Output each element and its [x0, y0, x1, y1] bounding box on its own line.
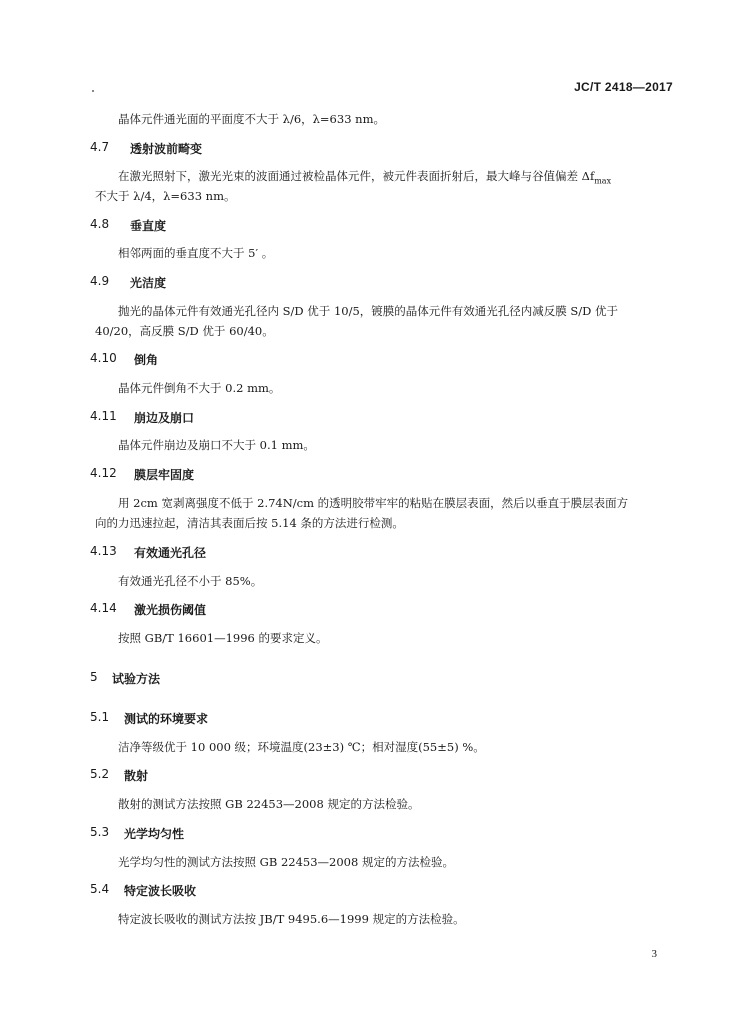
subscript-max: max — [594, 176, 612, 186]
section-number: 5.1 — [90, 710, 110, 724]
paragraph-4-6: 晶体元件通光面的平面度不大于 λ/6，λ=633 nm。 — [118, 112, 385, 126]
section-title: 膜层牢固度 — [134, 468, 195, 482]
section-title: 垂直度 — [130, 219, 167, 233]
paragraph-4-11: 晶体元件崩边及崩口不大于 0.1 mm。 — [118, 438, 315, 452]
paragraph-4-7-line1: 在激光照射下，激光光束的波面通过被检晶体元件，被元件表面折射后，最大峰与谷值偏差 $\Delta f_{max}$ — [118, 169, 612, 186]
scan-mark — [92, 90, 94, 92]
paragraph-5-4: 特定波长吸收的测试方法按 JB/T 9495.6—1999 规定的方法检验。 — [118, 912, 465, 926]
section-number: 4.11 — [90, 409, 117, 423]
standard-code: JC/T 2418—2017 — [574, 80, 673, 94]
paragraph-4-12-line2: 向的力迅速拉起，清洁其表面后按 5.14 条的方法进行检测。 — [95, 516, 404, 530]
paragraph-4-14: 按照 GB/T 16601—1996 的要求定义。 — [118, 631, 328, 645]
section-title: 透射波前畸变 — [130, 142, 203, 156]
section-number: 4.14 — [90, 601, 117, 615]
section-title: 测试的环境要求 — [124, 712, 209, 726]
paragraph-4-10: 晶体元件倒角不大于 0.2 mm。 — [118, 381, 281, 395]
section-title: 散射 — [124, 769, 149, 783]
section-title: 光学均匀性 — [124, 827, 185, 841]
section-title: 倒角 — [134, 353, 159, 367]
paragraph-5-2: 散射的测试方法按照 GB 22453—2008 规定的方法检验。 — [118, 797, 420, 811]
section-title: 崩边及崩口 — [134, 411, 195, 425]
section-title: 试验方法 — [112, 672, 161, 686]
section-number: 4.12 — [90, 466, 117, 480]
section-number: 4.10 — [90, 351, 117, 365]
section-number: 4.7 — [90, 140, 110, 154]
paragraph-5-1: 洁净等级优于 10 000 级；环境温度(23±3) ℃；相对湿度(55±5) %。 — [118, 740, 485, 754]
page-number: 3 — [651, 948, 657, 960]
section-title: 激光损伤阈值 — [134, 603, 207, 617]
section-number: 5 — [90, 670, 98, 684]
section-title: 有效通光孔径 — [134, 546, 207, 560]
section-number: 5.2 — [90, 767, 110, 781]
paragraph-5-3: 光学均匀性的测试方法按照 GB 22453—2008 规定的方法检验。 — [118, 855, 454, 869]
section-number: 5.4 — [90, 882, 110, 896]
paragraph-4-9-line2: 40/20，高反膜 S/D 优于 60/40。 — [95, 324, 274, 338]
paragraph-4-12-line1: 用 2cm 宽剥离强度不低于 2.74N/cm 的透明胶带牢牢的粘贴在膜层表面，然后以垂直于膜层表面方 — [118, 496, 629, 510]
section-number: 4.8 — [90, 217, 110, 231]
section-number: 4.13 — [90, 544, 117, 558]
paragraph-4-8: 相邻两面的垂直度不大于 5′ 。 — [118, 246, 274, 260]
section-title: 光洁度 — [130, 276, 167, 290]
section-number: 5.3 — [90, 825, 110, 839]
paragraph-4-7-line2: 不大于 λ/4，λ=633 nm。 — [95, 189, 236, 203]
paragraph-4-9-line1: 抛光的晶体元件有效通光孔径内 S/D 优于 10/5，镀膜的晶体元件有效通光孔径内减反膜 S/D 优于 — [118, 304, 619, 318]
section-number: 4.9 — [90, 274, 110, 288]
paragraph-4-13: 有效通光孔径不小于 85%。 — [118, 574, 263, 588]
section-title: 特定波长吸收 — [124, 884, 197, 898]
